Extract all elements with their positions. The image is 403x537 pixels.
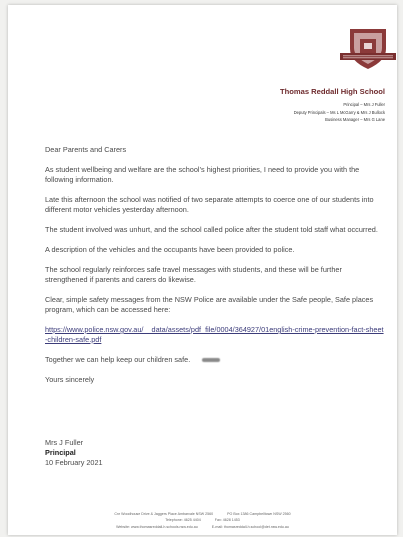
signature-block: [45, 438, 103, 468]
footer-fax: Fax: 4628 1453: [214, 518, 240, 523]
greeting: Dear Parents and Carers: [45, 145, 127, 154]
footer-address: Cnr Woodhouse Drive & Jaggers Place Ambarvale NSW 2560: [114, 512, 214, 516]
paragraph-1: As student wellbeing and welfare are the school’s highest priorities, I need to provide you with the following information.: [45, 165, 360, 184]
signatory-role: Principal: [45, 448, 76, 457]
paragraph-2: Late this afternoon the school was notified of two separate attempts to coerce one of our students into different motor vehicles yesterday afternoon.: [45, 195, 374, 214]
nsw-police-link-wrapper: [45, 325, 385, 345]
footer-telephone: Telephone: 4625 4404: [165, 518, 201, 523]
ink-smudge: [202, 358, 220, 362]
letter-body: [45, 145, 385, 395]
sign-off: Yours sincerely: [45, 375, 95, 384]
closing-line: Together we can help keep our children safe.: [45, 355, 191, 364]
footer-row-3: [8, 524, 397, 530]
school-name: Thomas Reddall High School: [279, 87, 385, 96]
staff-deputy-principals: Deputy Principals – Ms L McGarry & Mrs J Bullock: [293, 109, 385, 115]
letter-footer: [8, 511, 397, 530]
signatory-name: Mrs J Fuller: [45, 438, 84, 447]
paragraph-4: A description of the vehicles and the occupants have been provided to police.: [45, 245, 295, 254]
letter-date: 10 February 2021: [45, 458, 103, 467]
footer-po-box: PO Box 1386 Campbelltown NSW 2560: [227, 512, 291, 516]
staff-principal: Principal – Mrs J Fuller: [343, 102, 385, 107]
staff-list: [185, 101, 385, 124]
closing-line-row: [45, 355, 385, 365]
footer-email[interactable]: E-mail: thomasreddall-h.school@det.nsw.edu.au: [211, 524, 289, 529]
paragraph-5: The school regularly reinforces safe travel messages with students, and these will be further strengthened if parents and carers do likewise.: [45, 265, 342, 284]
letter-page: [8, 5, 397, 535]
footer-website[interactable]: Website: www.thomasreddall-h.schools.nsw.edu.au: [116, 524, 198, 529]
paragraph-6: Clear, simple safety messages from the NSW Police are available under the Safe people, Safe places program, which can be accessed here:: [45, 295, 374, 314]
nsw-police-link[interactable]: https://www.police.nsw.gov.au/__data/assets/pdf_file/0004/364927/01english-crime-prevention-fact-sheet-children-safe.pdf: [45, 325, 384, 344]
paragraph-3: The student involved was unhurt, and the school called police after the student told staff what occurred.: [45, 225, 378, 234]
staff-business-manager: Business Manager – Mrs G Lane: [325, 117, 385, 123]
school-crest-logo: [340, 27, 396, 71]
